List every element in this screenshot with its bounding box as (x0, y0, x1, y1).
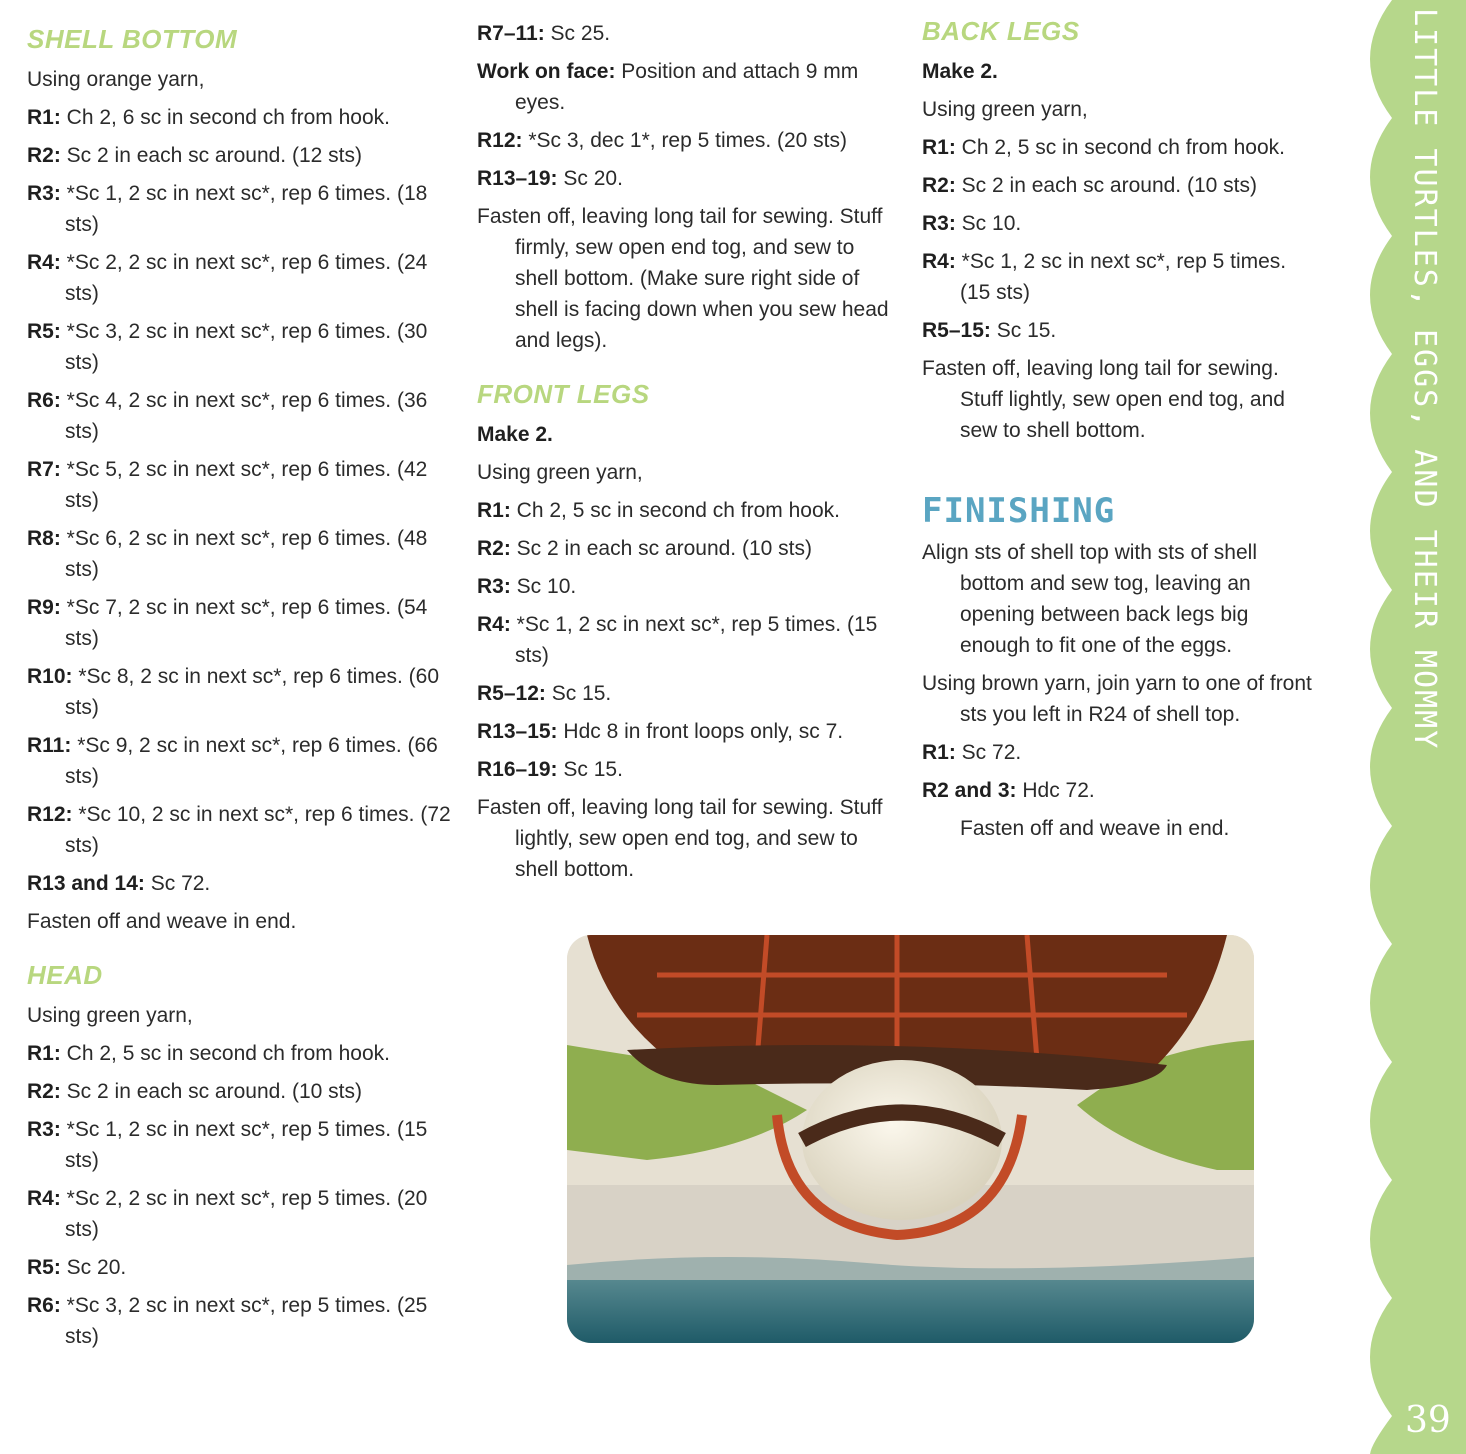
pattern-row (922, 775, 1322, 806)
row-instruction: *Sc 8, 2 sc in next sc*, rep 6 times. (60 sts) (65, 665, 440, 719)
row-label: R5: (27, 320, 61, 343)
row-label: R1: (27, 106, 61, 129)
row-instruction: Sc 15. (990, 319, 1057, 342)
pattern-row (922, 208, 1322, 239)
row-label: R1: (477, 499, 511, 522)
pattern-row (27, 454, 452, 516)
row-instruction: *Sc 1, 2 sc in next sc*, rep 5 times. (15 sts) (510, 613, 878, 667)
finishing-rows (922, 737, 1322, 806)
row-instruction: Sc 25. (544, 22, 611, 45)
outro-text: Fasten off and weave in end. (27, 910, 297, 933)
pattern-row (922, 170, 1322, 201)
row-label: R1: (922, 741, 956, 764)
row-label: R12: (477, 129, 523, 152)
row-instruction: Sc 2 in each sc around. (10 sts) (60, 1080, 362, 1103)
pattern-row (477, 56, 897, 118)
row-instruction: Sc 72. (955, 741, 1022, 764)
turtle-illustration (567, 935, 1254, 1343)
pattern-row (27, 523, 452, 585)
pattern-row (27, 1114, 452, 1176)
intro-text: Using green yarn, (922, 98, 1088, 121)
column-2 (477, 18, 897, 892)
section-title-back-legs: BACK LEGS (922, 16, 1080, 46)
pattern-row (477, 716, 897, 747)
row-label: R2 and 3: (922, 779, 1017, 802)
outro-text: Fasten off, leaving long tail for sewing. Stuff lightly, sew open end tog, and sew to shell bottom. (477, 796, 883, 881)
row-instruction: Sc 20. (557, 167, 623, 190)
row-instruction: *Sc 3, 2 sc in next sc*, rep 5 times. (25 sts) (60, 1294, 428, 1348)
back-legs-rows (922, 132, 1322, 346)
row-label: R4: (477, 613, 511, 636)
pattern-row (27, 1252, 452, 1283)
row-label: R3: (922, 212, 956, 235)
row-instruction: *Sc 2, 2 sc in next sc*, rep 5 times. (20 sts) (60, 1187, 428, 1241)
pattern-row (27, 140, 452, 171)
row-instruction: Sc 2 in each sc around. (12 sts) (60, 144, 362, 167)
pattern-row (27, 1183, 452, 1245)
pattern-row (27, 1038, 452, 1069)
row-label: R3: (27, 1118, 61, 1141)
row-label: R5–12: (477, 682, 546, 705)
row-instruction: *Sc 1, 2 sc in next sc*, rep 6 times. (18 sts) (60, 182, 428, 236)
pattern-row (922, 315, 1322, 346)
row-label: R11: (27, 734, 72, 757)
row-instruction: Hdc 72. (1016, 779, 1095, 802)
row-label: R6: (27, 1294, 61, 1317)
row-label: R2: (27, 144, 61, 167)
head-rows (27, 1038, 452, 1352)
shell-top-shape (587, 935, 1227, 1065)
row-instruction: *Sc 7, 2 sc in next sc*, rep 6 times. (54 sts) (60, 596, 428, 650)
pattern-row (27, 799, 452, 861)
row-label: R7: (27, 458, 61, 481)
make-count: Make 2. (922, 60, 998, 83)
egg-shape (802, 1060, 1002, 1220)
column-1 (27, 22, 452, 1359)
pattern-row (27, 178, 452, 240)
row-instruction: Ch 2, 5 sc in second ch from hook. (60, 1042, 391, 1065)
row-instruction: *Sc 3, dec 1*, rep 5 times. (20 sts) (522, 129, 847, 152)
pattern-row (27, 102, 452, 133)
row-label: R4: (27, 1187, 61, 1210)
row-label: R3: (27, 182, 61, 205)
row-label: Work on face: (477, 60, 616, 83)
section-title-front-legs: FRONT LEGS (477, 379, 650, 409)
spacer (477, 363, 897, 377)
spacer (922, 453, 1322, 491)
row-instruction: Ch 2, 5 sc in second ch from hook. (955, 136, 1286, 159)
row-instruction: Sc 10. (510, 575, 577, 598)
row-label: R4: (922, 250, 956, 273)
crochet-turtle-photo (567, 935, 1254, 1343)
pattern-row (477, 754, 897, 785)
shell-bottom-rows (27, 102, 452, 899)
row-label: R2: (477, 537, 511, 560)
intro-text: Using orange yarn, (27, 68, 205, 91)
pattern-row (922, 132, 1322, 163)
page-number: 39 (1405, 1400, 1451, 1441)
pattern-row (922, 737, 1322, 768)
pattern-row (27, 316, 452, 378)
row-instruction: Sc 20. (60, 1256, 127, 1279)
pattern-row (477, 495, 897, 526)
row-label: R4: (27, 251, 61, 274)
row-label: R9: (27, 596, 61, 619)
pattern-row (27, 592, 452, 654)
row-label: R5: (27, 1256, 61, 1279)
head-continued-rows (477, 18, 897, 194)
row-instruction: *Sc 9, 2 sc in next sc*, rep 6 times. (66 sts) (65, 734, 438, 788)
row-label: R1: (27, 1042, 61, 1065)
row-label: R13 and 14: (27, 872, 145, 895)
row-instruction: Ch 2, 5 sc in second ch from hook. (510, 499, 841, 522)
row-label: R7–11: (477, 22, 545, 45)
pattern-row (477, 18, 897, 49)
outro-text: Fasten off, leaving long tail for sewing. Stuff firmly, sew open end tog, and sew to shell bottom. (Make sure right side of shell is facing down when you sew head and legs). (477, 205, 889, 352)
row-label: R1: (922, 136, 956, 159)
row-instruction: Position and attach 9 mm eyes. (515, 60, 859, 114)
row-instruction: Sc 72. (144, 872, 211, 895)
row-instruction: *Sc 4, 2 sc in next sc*, rep 6 times. (36 sts) (60, 389, 428, 443)
row-label: R16–19: (477, 758, 558, 781)
make-count: Make 2. (477, 423, 553, 446)
front-legs-rows (477, 495, 897, 785)
row-label: R3: (477, 575, 511, 598)
pattern-row (27, 868, 452, 899)
row-instruction: Sc 2 in each sc around. (10 sts) (510, 537, 812, 560)
finishing-paragraph-2: Using brown yarn, join yarn to one of front sts you left in R24 of shell top. (922, 672, 1312, 726)
pattern-row (477, 609, 897, 671)
row-instruction: *Sc 2, 2 sc in next sc*, rep 6 times. (24 sts) (60, 251, 428, 305)
row-label: R5–15: (922, 319, 991, 342)
row-label: R12: (27, 803, 73, 826)
row-instruction: *Sc 3, 2 sc in next sc*, rep 6 times. (30 sts) (60, 320, 428, 374)
intro-text: Using green yarn, (477, 461, 643, 484)
row-instruction: Hdc 8 in front loops only, sc 7. (557, 720, 844, 743)
pattern-row (922, 246, 1322, 308)
pattern-row (27, 247, 452, 309)
outro-text: Fasten off, leaving long tail for sewing. Stuff lightly, sew open end tog, and sew to shell bottom. (922, 357, 1285, 442)
row-instruction: *Sc 1, 2 sc in next sc*, rep 5 times. (15 sts) (60, 1118, 428, 1172)
column-3 (922, 14, 1322, 851)
row-label: R13–19: (477, 167, 558, 190)
pattern-row (477, 571, 897, 602)
row-label: R6: (27, 389, 61, 412)
pattern-row (27, 1290, 452, 1352)
section-title-head: HEAD (27, 960, 103, 990)
finishing-paragraph-1: Align sts of shell top with sts of shell bottom and sew tog, leaving an opening between back legs big enough to fit one of the eggs. (922, 541, 1257, 657)
row-instruction: Sc 10. (955, 212, 1022, 235)
pattern-row (27, 385, 452, 447)
row-instruction: Sc 2 in each sc around. (10 sts) (955, 174, 1257, 197)
spacer (27, 944, 452, 958)
pattern-row (477, 125, 897, 156)
outro-text: Fasten off and weave in end. (960, 817, 1230, 840)
pattern-row (27, 1076, 452, 1107)
pattern-row (477, 163, 897, 194)
row-instruction: *Sc 6, 2 sc in next sc*, rep 6 times. (48 sts) (60, 527, 428, 581)
row-instruction: *Sc 1, 2 sc in next sc*, rep 5 times. (15 sts) (955, 250, 1287, 304)
row-label: R10: (27, 665, 73, 688)
row-label: R13–15: (477, 720, 558, 743)
row-label: R8: (27, 527, 61, 550)
pattern-row (477, 678, 897, 709)
row-instruction: *Sc 10, 2 sc in next sc*, rep 6 times. (72 sts) (65, 803, 451, 857)
intro-text: Using green yarn, (27, 1004, 193, 1027)
row-instruction: Sc 15. (557, 758, 623, 781)
row-label: R2: (27, 1080, 61, 1103)
section-title-finishing: FINISHING (922, 491, 1116, 531)
pattern-row (477, 533, 897, 564)
pattern-row (27, 661, 452, 723)
row-label: R2: (922, 174, 956, 197)
chapter-title: LITTLE TURTLES, EGGS, AND THEIR MOMMY (1407, 8, 1442, 751)
row-instruction: Sc 15. (545, 682, 612, 705)
section-title-shell-bottom: SHELL BOTTOM (27, 24, 238, 54)
row-instruction: Ch 2, 6 sc in second ch from hook. (60, 106, 391, 129)
row-instruction: *Sc 5, 2 sc in next sc*, rep 6 times. (42 sts) (60, 458, 428, 512)
pattern-row (27, 730, 452, 792)
